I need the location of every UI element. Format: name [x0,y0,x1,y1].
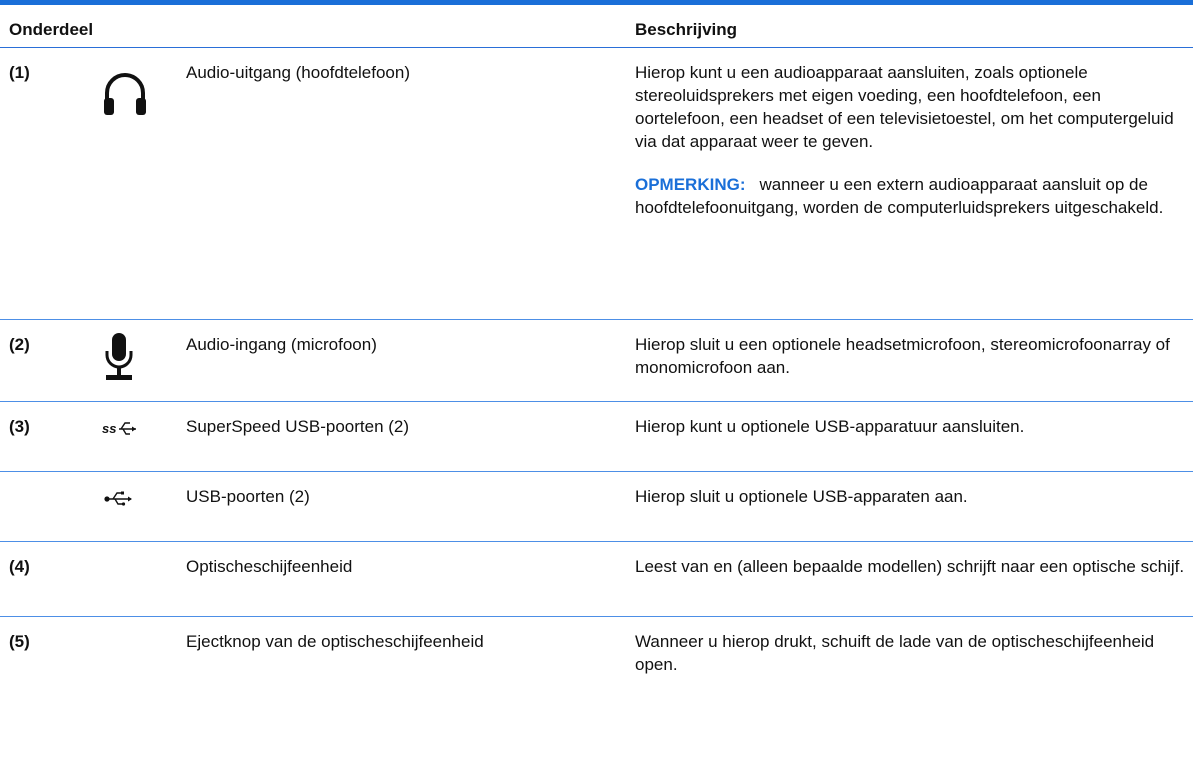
row-name: SuperSpeed USB-poorten (2) [186,416,410,436]
table-row [0,319,1193,401]
row-icon-cell [66,471,186,541]
row-description: Leest van en (alleen bepaalde modellen) schrijft naar een optische schijf. [635,556,1185,576]
superspeed-usb-icon [102,419,186,439]
row-name: Optischeschijfeenheid [186,556,353,576]
row-number: (2) [9,334,30,354]
microphone-icon [104,333,186,383]
row-icon-cell [66,319,186,401]
row-description: Hierop kunt u een audioapparaat aansluiten, zoals optionele stereoluidsprekers met eigen voeding, een hoofdtelefoon, een oortelefoon, een headset of een televisietoestel, om het computergeluid via dat apparaat weer te geven. [635,62,1174,151]
row-name: USB-poorten (2) [186,486,310,506]
note-text: wanneer u een extern audioapparaat aansluit op de hoofdtelefoonuitgang, worden de computerluidsprekers uitgeschakeld. [635,174,1164,217]
row-description: Hierop sluit u optionele USB-apparaten aan. [635,486,968,506]
component-table [0,5,1193,694]
table-row [0,401,1193,471]
header-description: Beschrijving [635,5,1193,47]
row-number: (1) [9,62,30,82]
usb-icon [104,489,186,509]
row-icon-cell [66,401,186,471]
note-label: OPMERKING: [635,174,746,194]
note [635,173,1185,219]
headphones-icon [102,71,186,115]
row-icon-cell [66,616,186,694]
row-number: (4) [9,556,30,576]
table-row [0,541,1193,616]
row-number: (3) [9,416,30,436]
row-number [0,471,66,541]
table-header-row [0,5,1193,47]
row-name: Audio-uitgang (hoofdtelefoon) [186,62,410,82]
row-icon-cell [66,47,186,319]
row-description: Hierop sluit u een optionele headsetmicrofoon, stereomicrofoonarray of monomicrofoon aan. [635,334,1170,377]
row-description: Hierop kunt u optionele USB-apparatuur aansluiten. [635,416,1025,436]
table-row [0,471,1193,541]
table-row [0,616,1193,694]
header-part: Onderdeel [0,5,635,47]
row-name: Audio-ingang (microfoon) [186,334,377,354]
row-number: (5) [9,631,30,651]
row-name: Ejectknop van de optischeschijfeenheid [186,631,484,651]
table-row [0,47,1193,319]
svg-text:ss: ss [102,420,117,436]
row-icon-cell [66,541,186,616]
row-description-cell [635,47,1193,319]
row-description: Wanneer u hierop drukt, schuift de lade van de optischeschijfeenheid open. [635,631,1155,674]
